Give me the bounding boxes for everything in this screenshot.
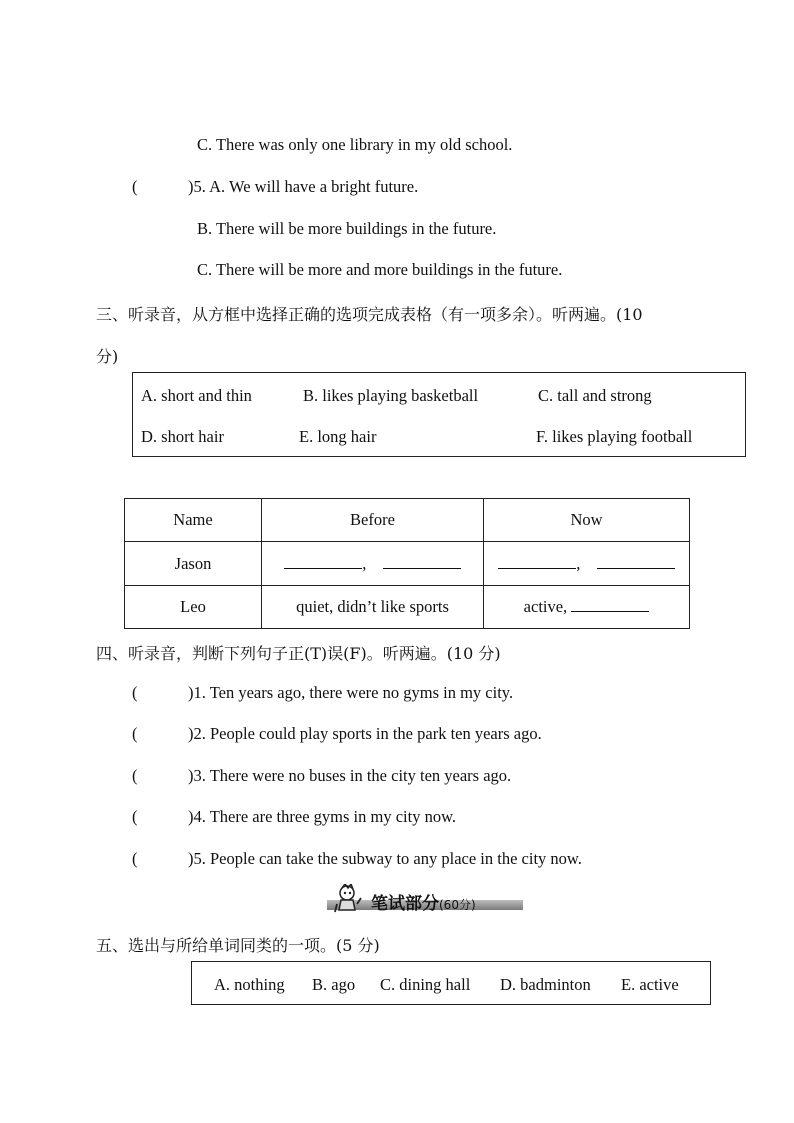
section5-heading: 五、选出与所给单词同类的一项。(5 分) (96, 936, 380, 955)
q5-option-b: B. There will be more buildings in the future. (197, 219, 497, 238)
option-d: D. short hair (141, 427, 224, 446)
q5-stem-text: )5. A. We will have a bright future. (188, 177, 419, 196)
answer-paren[interactable]: ( (132, 177, 138, 196)
cell-now-text: active, (523, 597, 568, 616)
option-c: C. tall and strong (538, 386, 652, 405)
item-text: )3. There were no buses in the city ten years ago. (188, 766, 512, 785)
section3-option-box (132, 372, 746, 457)
cell-now[interactable] (484, 586, 690, 629)
item-text: )5. People can take the subway to any place in the city now. (188, 849, 582, 868)
option-a: A. short and thin (141, 386, 252, 405)
comma: , (362, 553, 367, 573)
banner-label (371, 889, 476, 914)
written-part-banner (327, 884, 523, 914)
list-item (132, 849, 582, 869)
option-a: A. nothing (214, 975, 285, 994)
table-row (125, 542, 690, 586)
item-text: )4. There are three gyms in my city now. (188, 807, 457, 826)
section5-option-box (191, 961, 711, 1005)
pencil-mascot-icon (333, 884, 365, 914)
section3-heading-cont: 分) (96, 347, 119, 366)
comma: , (576, 553, 581, 573)
table-header-row (125, 499, 690, 542)
list-item (132, 724, 542, 744)
answer-paren[interactable]: ( (132, 683, 138, 702)
option-e: E. active (621, 975, 679, 994)
list-item (132, 807, 456, 827)
answer-paren[interactable]: ( (132, 724, 138, 743)
cell-before: quiet, didn’t like sports (262, 586, 484, 629)
section4-heading: 四、听录音，判断下列句子正(T)误(F)。听两遍。(10 分) (96, 644, 501, 663)
table-row (125, 586, 690, 629)
answer-blank[interactable] (383, 554, 461, 569)
q5-option-c: C. There will be more and more buildings in the future. (197, 260, 563, 279)
header-now: Now (484, 499, 690, 542)
answer-blank[interactable] (571, 597, 649, 612)
option-f: F. likes playing football (536, 427, 693, 446)
header-before: Before (262, 499, 484, 542)
answer-blank[interactable] (284, 554, 362, 569)
option-e: E. long hair (299, 427, 377, 446)
banner-score: (60分) (439, 898, 476, 912)
answer-blank[interactable] (597, 554, 675, 569)
answer-table (124, 498, 690, 629)
answer-paren[interactable]: ( (132, 849, 138, 868)
option-b: B. ago (312, 975, 356, 994)
answer-blank[interactable] (498, 554, 576, 569)
item-text: )1. Ten years ago, there were no gyms in my city. (188, 683, 514, 702)
list-item (132, 683, 513, 703)
section3-heading: 三、听录音，从方框中选择正确的选项完成表格（有一项多余）。听两遍。(10 (96, 305, 643, 324)
option-c: C. dining hall (380, 975, 471, 994)
cell-now[interactable] (484, 542, 690, 586)
item-text: )2. People could play sports in the park ten years ago. (188, 724, 542, 743)
cell-name: Jason (125, 542, 262, 586)
option-d: D. badminton (500, 975, 591, 994)
q5-stem (132, 177, 418, 197)
cell-before[interactable] (262, 542, 484, 586)
q4-option-c: C. There was only one library in my old school. (197, 135, 513, 154)
answer-paren[interactable]: ( (132, 807, 138, 826)
cell-name: Leo (125, 586, 262, 629)
list-item (132, 766, 511, 786)
banner-title: 笔试部分 (371, 894, 439, 914)
answer-paren[interactable]: ( (132, 766, 138, 785)
option-b: B. likes playing basketball (303, 386, 479, 405)
header-name: Name (125, 499, 262, 542)
